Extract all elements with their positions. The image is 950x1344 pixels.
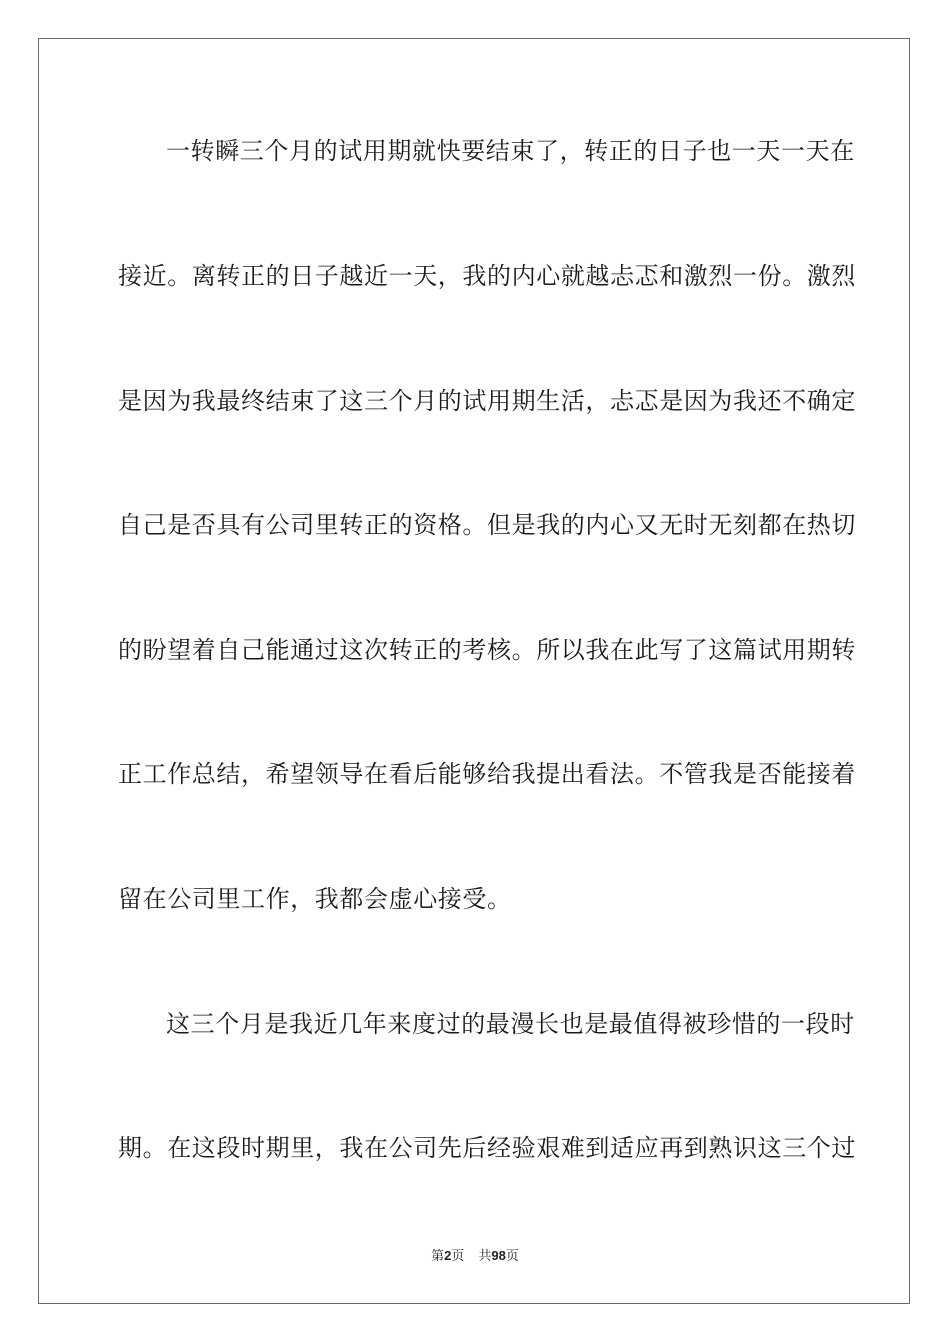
paragraph-1-line-1: 一转瞬三个月的试用期就快要结束了，转正的日子也一天一天在 — [166, 137, 855, 165]
page-border — [38, 38, 910, 1304]
paragraph-1-line-7: 留在公司里工作，我都会虚心接受。 — [118, 885, 512, 913]
page-number: 2 — [444, 1248, 452, 1263]
paragraph-2-line-2: 期。在这段时期里，我在公司先后经验艰难到适应再到熟识这三个过 — [118, 1134, 856, 1162]
paragraph-1-line-4: 自己是否具有公司里转正的资格。但是我的内心又无时无刻都在热切 — [118, 511, 856, 539]
paragraph-1-line-5: 的盼望着自己能通过这次转正的考核。所以我在此写了这篇试用期转 — [118, 636, 856, 664]
paragraph-2-line-1: 这三个月是我近几年来度过的最漫长也是最值得被珍惜的一段时 — [166, 1010, 855, 1038]
page-prefix: 第 — [431, 1249, 445, 1264]
total-prefix: 共 — [478, 1249, 492, 1264]
paragraph-1-line-3: 是因为我最终结束了这三个月的试用期生活，忐忑是因为我还不确定 — [118, 387, 856, 415]
total-pages: 98 — [491, 1248, 506, 1263]
paragraph-1-line-6: 正工作总结，希望领导在看后能够给我提出看法。不管我是否能接着 — [118, 760, 856, 788]
page-footer — [0, 1246, 950, 1266]
total-suffix: 页 — [505, 1249, 519, 1264]
paragraph-1-line-2: 接近。离转正的日子越近一天，我的内心就越忐忑和激烈一份。激烈 — [118, 262, 856, 290]
page-suffix: 页 — [451, 1249, 465, 1264]
